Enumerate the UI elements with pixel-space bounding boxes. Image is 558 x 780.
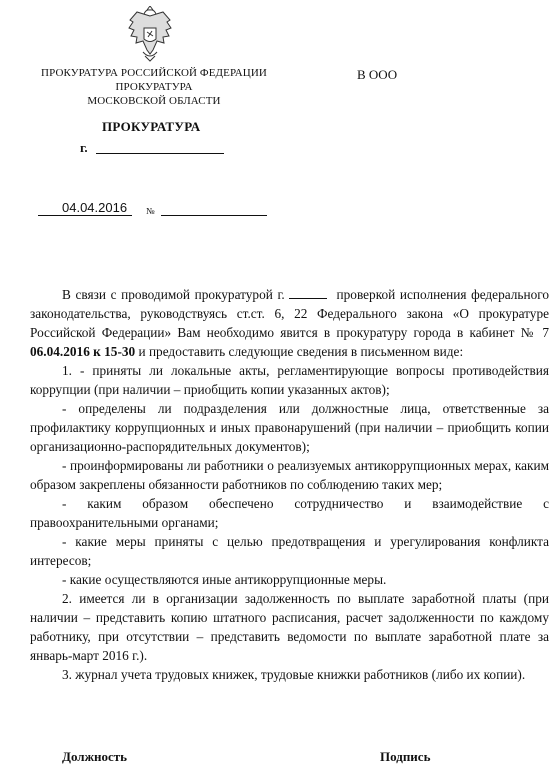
addressee: В ООО — [357, 67, 398, 82]
intro-paragraph — [30, 285, 549, 361]
coat-of-arms-icon — [127, 6, 173, 62]
document-date: 04.04.2016 — [62, 200, 128, 215]
appointment-datetime: 06.04.2016 к 15-30 — [30, 344, 136, 359]
city-prefix: г. — [80, 140, 88, 155]
list-item: 2. имеется ли в организации задолженность по выплате заработной платы (при наличии – представить копию штатного расписания, расчет задолженности по каждому работнику, при отсутствии – представить ведомости по выплате заработной плате за январь-март 2016 г.). — [30, 591, 549, 663]
list-item: 1. - приняты ли локальные акты, регламентирующие вопросы противодействия коррупции (при наличии – приобщить копии указанных актов); — [30, 363, 549, 397]
date-underline — [38, 215, 132, 216]
issuer-line-2: ПРОКУРАТУРА — [115, 81, 193, 93]
list-item: - каким образом обеспечено сотрудничество и взаимодействие с правоохранительными органами; — [30, 496, 549, 530]
letter-body — [30, 285, 549, 684]
signature-label: Подпись — [380, 749, 431, 764]
issuer-block — [30, 66, 278, 108]
intro-part-2: проверкой исполнения федерального законодательства, руководствуясь ст.ст. 6, 22 Федерального закона «О прокуратуре Российской Федерации» Вам необходимо явится в прокуратуру города в кабинет № 7 — [30, 287, 549, 340]
list-item: - определены ли подразделения или должностные лица, ответственные за профилактику коррупционных и иных правонарушений (при наличии – приобщить копии организационно-распорядительных документов); — [30, 401, 549, 454]
intro-part-1: В связи с проводимой прокуратурой г. — [62, 287, 285, 302]
list-item: - проинформированы ли работники о реализуемых антикоррупционных мерах, каким образом закреплены обязанности работников по соблюдению таких мер; — [30, 458, 549, 492]
city-blank — [96, 153, 224, 154]
list-item: 3. журнал учета трудовых книжек, трудовые книжки работников (либо их копии). — [62, 667, 526, 682]
issuer-line-1: ПРОКУРАТУРА РОССИЙСКОЙ ФЕДЕРАЦИИ — [41, 67, 267, 79]
number-blank — [161, 215, 267, 216]
list-item: - какие осуществляются иные антикоррупционные меры. — [62, 572, 387, 587]
position-label: Должность — [62, 749, 128, 764]
city-name-blank — [289, 286, 327, 299]
list-item: - какие меры приняты с целью предотвращения и урегулирования конфликта интересов; — [30, 534, 549, 568]
intro-part-3: и предоставить следующие сведения в письменном виде: — [138, 344, 464, 359]
agency-title: ПРОКУРАТУРА — [102, 119, 201, 134]
issuer-line-3: МОСКОВСКОЙ ОБЛАСТИ — [87, 95, 221, 107]
number-label: № — [146, 206, 155, 216]
